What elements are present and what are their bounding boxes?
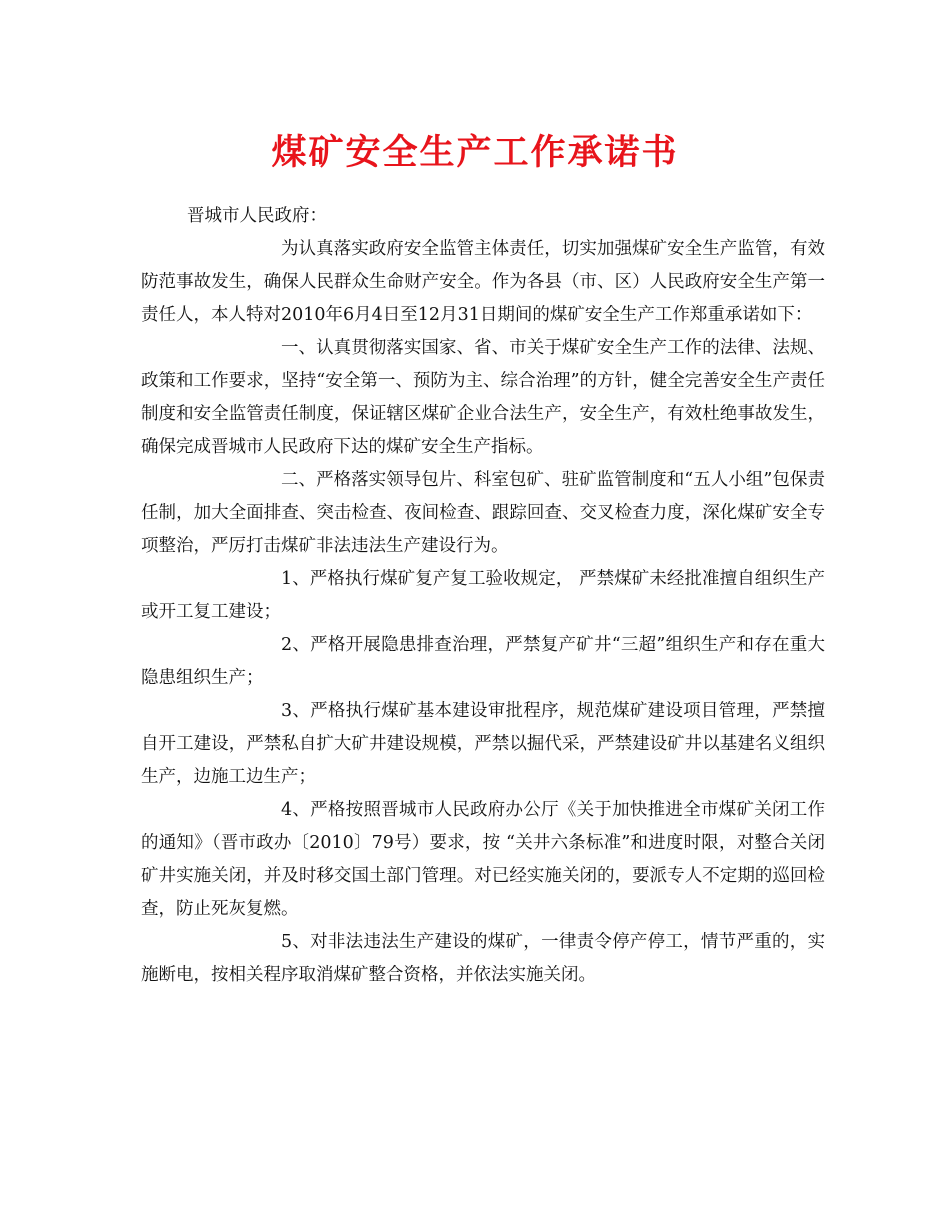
paragraph-item-4: 4、严格按照晋城市人民政府办公厅《关于加快推进全市煤矿关闭工作的通知》（晋市政办〔2010〕79号）要求，按 “关井六条标准”和进度时限，对整合关闭矿井实施关闭，并及时移交国土部门管理。对已经实施关闭的，要派专人不定期的巡回检查，防止死灰复燃。 xyxy=(141,800,825,919)
document-title: 煤矿安全生产工作承诺书 xyxy=(271,132,679,173)
paragraph-item-5: 5、对非法违法生产建设的煤矿，一律责令停产停工，情节严重的，实施断电，按相关程序取消煤矿整合资格，并依法实施关闭。 xyxy=(141,932,825,985)
paragraph-section-1: 一、认真贯彻落实国家、省、市关于煤矿安全生产工作的法律、法规、政策和工作要求，坚持“安全第一、预防为主、综合治理”的方针，健全完善安全生产责任制度和安全监管责任制度，保证辖区煤矿企业合法生产，安全生产，有效杜绝事故发生，确保完成晋城市人民政府下达的煤矿安全生产指标。 xyxy=(141,338,825,457)
salutation: 晋城市人民政府： xyxy=(187,206,327,226)
document-body xyxy=(141,200,825,992)
paragraph-item-3: 3、严格执行煤矿基本建设审批程序，规范煤矿建设项目管理，严禁擅自开工建设，严禁私自扩大矿井建设规模，严禁以掘代采，严禁建设矿井以基建名义组织生产，边施工边生产； xyxy=(141,701,825,787)
paragraph-item-2: 2、严格开展隐患排查治理，严禁复产矿井“三超”组织生产和存在重大隐患组织生产； xyxy=(141,635,825,688)
paragraph-section-2: 二、严格落实领导包片、科室包矿、驻矿监管制度和“五人小组”包保责任制，加大全面排查、突击检查、夜间检查、跟踪回查、交叉检查力度，深化煤矿安全专项整治，严厉打击煤矿非法违法生产建设行为。 xyxy=(141,470,825,556)
paragraph-item-1: 1、严格执行煤矿复产复工验收规定， 严禁煤矿未经批准擅自组织生产或开工复工建设； xyxy=(141,569,825,622)
paragraph-intro: 为认真落实政府安全监管主体责任，切实加强煤矿安全生产监管，有效防范事故发生，确保人民群众生命财产安全。作为各县（市、区）人民政府安全生产第一责任人，本人特对2010年6月4日至12月31日期间的煤矿安全生产工作郑重承诺如下： xyxy=(141,239,825,325)
